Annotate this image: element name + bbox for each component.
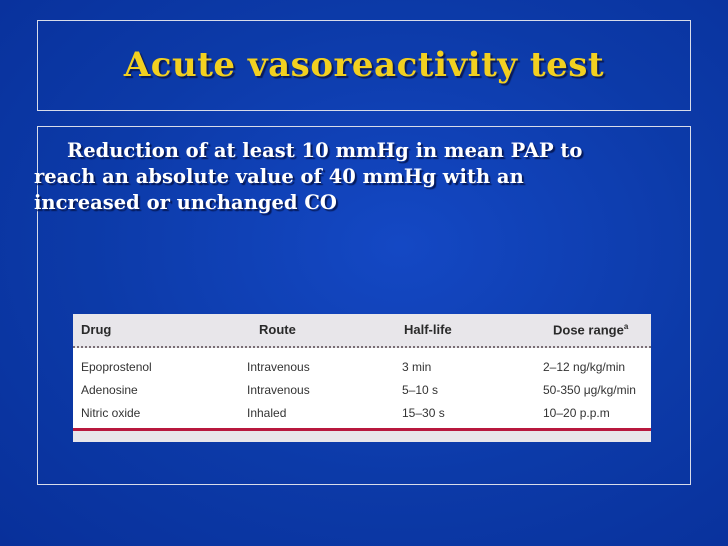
drug-table: [73, 314, 651, 442]
slide-title: Acute vasoreactivity test: [123, 45, 605, 85]
body-line-2: reach an absolute value of 40 mmHg with an: [34, 165, 524, 188]
cell-half-life: 5–10 s: [402, 383, 439, 397]
body-line-3: increased or unchanged CO: [34, 191, 337, 214]
header-dose-range-label: Dose range: [553, 322, 624, 338]
table-row: [73, 380, 651, 402]
cell-drug: Nitric oxide: [81, 406, 141, 420]
cell-route: Inhaled: [247, 406, 287, 420]
cell-dose: 2–12 ng/kg/min: [543, 360, 626, 374]
body-line-1-pre: Reduction of at least 10 mmHg in mean: [67, 139, 511, 162]
body-line-1-post: to: [553, 139, 583, 162]
cell-dose: 10–20 p.p.m: [543, 406, 610, 420]
header-footnote-mark: a: [623, 322, 629, 331]
table-footer-band: [73, 431, 651, 442]
header-dose-range: [553, 322, 628, 337]
header-route: Route: [259, 322, 296, 337]
table-row: [73, 403, 651, 425]
cell-half-life: 3 min: [402, 360, 432, 374]
cell-route: Intravenous: [247, 383, 310, 397]
title-frame: [37, 20, 691, 111]
header-drug: Drug: [81, 322, 112, 337]
cell-route: Intravenous: [247, 360, 310, 374]
cell-drug: Adenosine: [81, 383, 138, 397]
body-line-1-pap: PAP: [510, 139, 554, 162]
cell-dose: 50-350 μg/kg/min: [543, 383, 636, 397]
table-header: [73, 314, 651, 348]
body-text: [34, 138, 654, 216]
body-line-1: [34, 138, 654, 164]
table-row: [73, 357, 651, 379]
cell-half-life: 15–30 s: [402, 406, 445, 420]
header-half-life: Half-life: [404, 322, 452, 337]
cell-drug: Epoprostenol: [81, 360, 152, 374]
